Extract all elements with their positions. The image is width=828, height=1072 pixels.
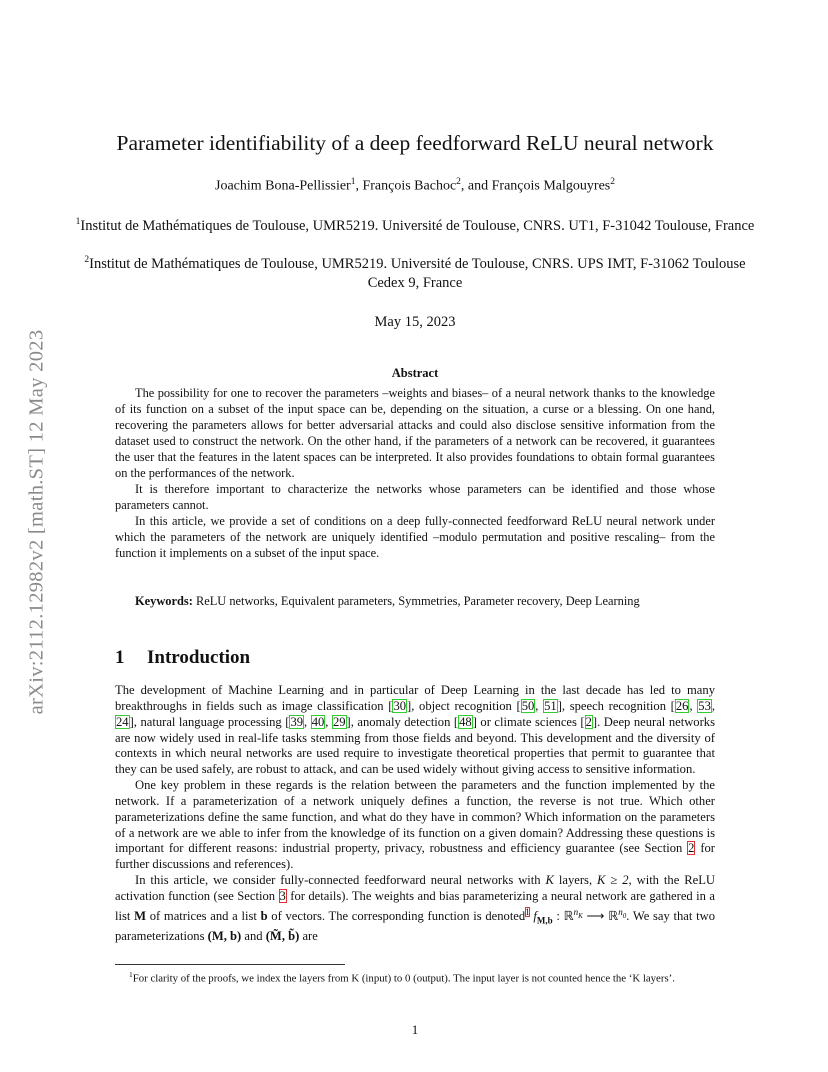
intro-paragraph-1: The development of Machine Learning and in particular of Deep Learning in the last decade has led to many breakthroughs in fields such as image classification [30], object recognition [50, 51], speech recognition [26, 53, 24], natural language processing [39, 40, 29], anomaly detection [48] or climate sciences [2]. Deep neural networks are now widely used in real-life tasks stemming from those fields and beyond. This development and the diversity of contexts in which neural networks are used require to investigate theoretical properties that permit to guarantee that they can be used safely, are robust to attack, and can be used widely without giving access to sensitive information. <box>115 683 716 777</box>
citation-link[interactable]: 30 <box>393 698 407 713</box>
introduction-body <box>115 683 715 945</box>
paper-title: Parameter identifiability of a deep feedforward ReLU neural network <box>116 131 714 155</box>
author-affiliation-mark: 2 <box>456 177 461 187</box>
citation-link[interactable]: 29 <box>332 714 346 729</box>
author-name: François Bachoc <box>362 178 457 194</box>
text-run: In this article, we consider fully-connected feedforward neural networks with <box>135 873 546 888</box>
citation-link[interactable]: 51 <box>544 698 557 713</box>
author-name: Joachim Bona-Pellissier <box>215 178 351 194</box>
citation-link[interactable]: 39 <box>290 714 304 729</box>
text-run: ], speech recognition [ <box>557 698 675 713</box>
text-run: One key problem in these regards is the relation between the parameters and the function implemented by the network. If a parameterization of a network uniquely defines a function, the reverse is not true. Which other parameterizations define the same function, and what do they have in common? Which information on the parameters of a network are we able to infer from the knowledge of its function on a given domain? Addressing these questions is important for different reasons: industrial property, privacy, robustness and efficiency guarantee (see Section <box>115 778 715 856</box>
text-run: for details). The weights and bias parameterizing a neural network are gathered in a list <box>115 888 715 923</box>
affiliation-text: Institut de Mathématiques de Toulouse, UMR5219. Université de Toulouse, CNRS. UT1, F-31042 Toulouse, France <box>80 217 755 234</box>
math-expression: (M, b) <box>207 929 242 944</box>
text-run: ], natural language processing [ <box>129 714 290 729</box>
text-run: . We say that two parameterizations <box>115 909 715 944</box>
footnote-divider <box>115 964 345 965</box>
intro-paragraph-3 <box>115 873 715 945</box>
text-run: ], anomaly detection [ <box>346 714 459 729</box>
text-run: of vectors. The corresponding function is denoted <box>267 909 526 923</box>
math-expression: : ℝ <box>552 909 574 923</box>
section-reference-link[interactable]: 3 <box>279 888 286 903</box>
math-expression: b <box>260 909 268 923</box>
math-expression: ⟶ ℝ <box>582 909 619 923</box>
abstract-paragraph: In this article, we provide a set of conditions on a deep fully-connected feedforward ReLU neural network under which the parameters of the network are uniquely identified –modulo permutation and positive rescaling– from the function it implements on a subset of the input space. <box>115 514 715 560</box>
affiliation-1 <box>75 213 755 236</box>
citation-link[interactable]: 50 <box>521 698 535 713</box>
text-run: ]. Deep neural networks are now widely used in real-life tasks stemming from those fields and beyond. This development and the diversity of contexts in which neural networks are used require to investigate theoretical properties that permit to guarantee that they can be used safely, are robust to attack, and can be used widely without giving access to sensitive information. <box>115 714 715 777</box>
author-affiliation-mark: 1 <box>350 177 356 187</box>
citation-link[interactable]: 24 <box>116 714 129 729</box>
keywords-text: ReLU networks, Equivalent parameters, Symmetries, Parameter recovery, Deep Learning <box>195 594 640 608</box>
section-title: Introduction <box>147 647 251 668</box>
math-expression: M <box>134 909 146 923</box>
abstract-heading: Abstract <box>391 366 439 380</box>
math-subscript: K <box>578 911 583 920</box>
text-run: ], object recognition [ <box>407 698 521 713</box>
author-separator: , <box>355 178 363 194</box>
section-number: 1 <box>115 647 125 668</box>
section-reference-link[interactable]: 2 <box>688 841 695 856</box>
affiliation-mark: 1 <box>75 217 81 227</box>
math-expression: K <box>545 873 554 888</box>
paper-date: May 15, 2023 <box>374 314 456 330</box>
author-affiliation-mark: 2 <box>610 177 615 187</box>
math-superscript: n <box>618 906 623 917</box>
keywords-label: Keywords: <box>135 594 193 608</box>
citation-link[interactable]: 40 <box>311 714 325 729</box>
author-separator: , and <box>460 178 492 194</box>
math-subscript: M,b <box>536 915 553 926</box>
author-name: François Malgouyres <box>491 178 611 194</box>
math-expression: f <box>533 909 537 923</box>
arxiv-sidebar <box>22 262 52 782</box>
text-run: for further discussions and references). <box>115 841 715 872</box>
text-run: The development of Machine Learning and in particular of Deep Learning in the last decade has led to many breakthroughs in fields such as image classification [ <box>115 683 715 713</box>
affiliation-text: Institut de Mathématiques de Toulouse, UMR5219. Université de Toulouse, CNRS. UPS IMT, F-31062 Toulouse Cedex 9, France <box>89 255 746 291</box>
abstract-paragraph: The possibility for one to recover the parameters –weights and biases– of a neural network thanks to the knowledge of its function on a subset of the input space can be, depending on the situation, a curse or a blessing. On one hand, recovering the parameters allows for better adversarial attacks and could also disclose sensitive information from the dataset used to construct the network. On the other hand, if the parameters of a network can be recovered, it guarantees the user that the features in the latent spaces can be interpreted. It also provides foundations to obtain formal guarantees on the performances of the network. <box>115 386 715 480</box>
affiliation-mark: 2 <box>84 255 90 265</box>
arxiv-identifier: arXiv:2112.12982v2 [math.ST] 12 May 2023 <box>25 329 48 715</box>
citation-link[interactable]: 53 <box>698 698 711 713</box>
text-run: layers, <box>553 873 598 888</box>
footnote <box>115 968 715 986</box>
text-run: of matrices and a list <box>146 909 261 923</box>
citation-link[interactable]: 48 <box>459 714 472 729</box>
text-run: are <box>299 929 318 944</box>
abstract-body <box>115 385 715 561</box>
text-run: and <box>241 929 266 944</box>
footnote-text: For clarity of the proofs, we index the layers from K (input) to 0 (output). The input layer is not counted hence the ‘K layers’. <box>132 972 675 985</box>
text-run: , with the ReLU activation function (see Section <box>115 873 716 903</box>
footnote-number: 1 <box>129 970 133 979</box>
math-expression: (M̃, b̃) <box>265 929 300 944</box>
abstract-paragraph: It is therefore important to characterize the networks whose parameters can be identified and those whose parameters cannot. <box>115 482 715 512</box>
intro-paragraph-2 <box>115 778 715 873</box>
math-subscript: 0 <box>622 911 627 920</box>
text-run: ] or climate sciences [ <box>472 714 585 729</box>
citation-link[interactable]: 26 <box>675 698 689 713</box>
section-heading <box>115 647 250 669</box>
footnote-marker-link[interactable]: 1 <box>525 906 530 917</box>
citation-link[interactable]: 2 <box>585 714 592 729</box>
affiliation-2 <box>75 251 755 293</box>
page-number: 1 <box>411 1022 419 1037</box>
author-list <box>115 177 715 195</box>
math-superscript: n <box>573 906 579 917</box>
math-expression: K ≥ 2 <box>597 873 629 888</box>
keywords <box>115 593 715 609</box>
